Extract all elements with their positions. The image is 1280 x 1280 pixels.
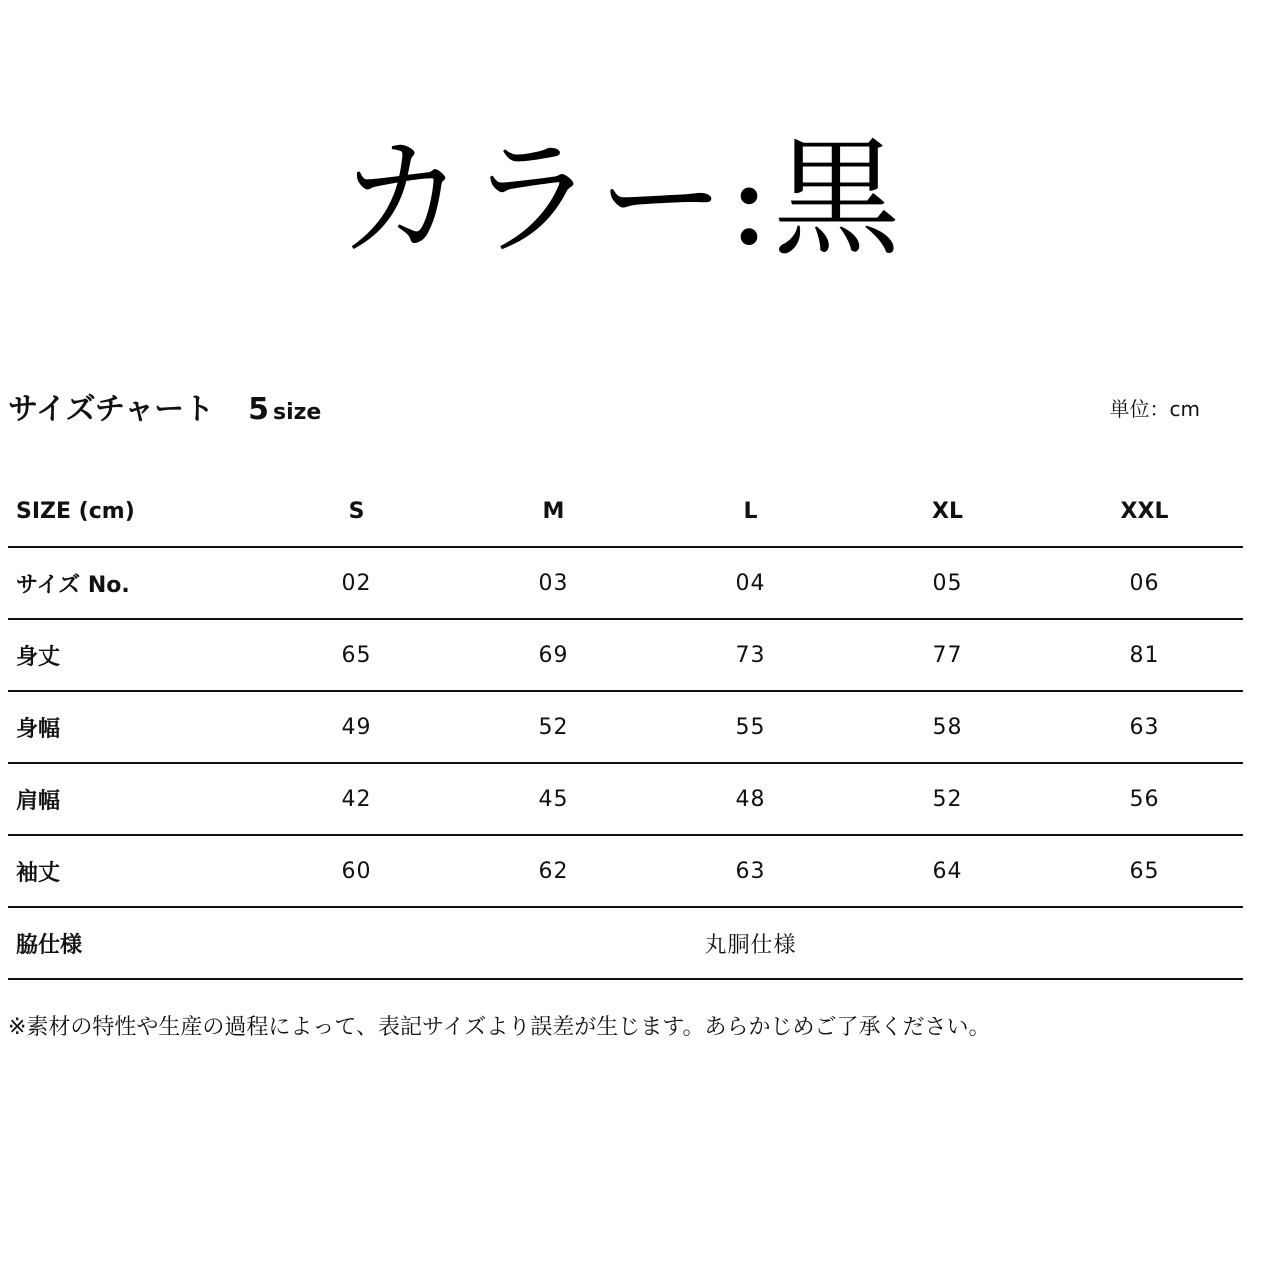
header-size-m: M [455,476,652,547]
row-label: 身幅 [8,691,258,763]
unit-note: 単位：cm [1109,397,1200,421]
table-cell: 64 [849,835,1046,907]
table-cell: 56 [1046,763,1243,835]
side-spec-value: 丸胴仕様 [258,907,1243,979]
size-chart-heading [8,388,321,435]
row-label: 肩幅 [8,763,258,835]
table-cell: 02 [258,547,455,619]
table-row-size-number [8,547,1243,619]
table-cell: 52 [455,691,652,763]
size-count-unit: size [272,400,322,425]
footnote: ※素材の特性や生産の過程によって、表記サイズより誤差が生じます。あらかじめご了承ください。 [8,1015,991,1040]
size-chart-title: サイズチャート [8,392,215,427]
table-cell: 06 [1046,547,1243,619]
table-cell: 04 [652,547,849,619]
header-size-xl: XL [849,476,1046,547]
table-cell: 48 [652,763,849,835]
color-title: カラー:黒 [337,125,903,274]
header-size-label: SIZE (cm) [8,476,258,547]
table-cell: 45 [455,763,652,835]
table-header-row [8,476,1243,547]
table-cell: 65 [258,619,455,691]
table-row-body-length [8,619,1243,691]
table-cell: 55 [652,691,849,763]
table-row-sleeve-length [8,835,1243,907]
header-size-s: S [258,476,455,547]
size-count: 5 [248,392,269,427]
table-cell: 62 [455,835,652,907]
header-size-l: L [652,476,849,547]
table-cell: 81 [1046,619,1243,691]
table-cell: 05 [849,547,1046,619]
table-cell: 58 [849,691,1046,763]
table-cell: 42 [258,763,455,835]
table-cell: 63 [652,835,849,907]
table-cell: 69 [455,619,652,691]
row-label: 身丈 [8,619,258,691]
table-cell: 60 [258,835,455,907]
table-row-body-width [8,691,1243,763]
table-row-shoulder-width [8,763,1243,835]
size-table [8,476,1243,980]
table-cell: 52 [849,763,1046,835]
row-label: 脇仕様 [8,907,258,979]
table-cell: 63 [1046,691,1243,763]
table-cell: 49 [258,691,455,763]
table-cell: 03 [455,547,652,619]
row-label: 袖丈 [8,835,258,907]
table-cell: 65 [1046,835,1243,907]
header-size-xxl: XXL [1046,476,1243,547]
row-label: サイズ No. [8,547,258,619]
table-cell: 77 [849,619,1046,691]
table-cell: 73 [652,619,849,691]
table-row-side-spec [8,907,1243,979]
